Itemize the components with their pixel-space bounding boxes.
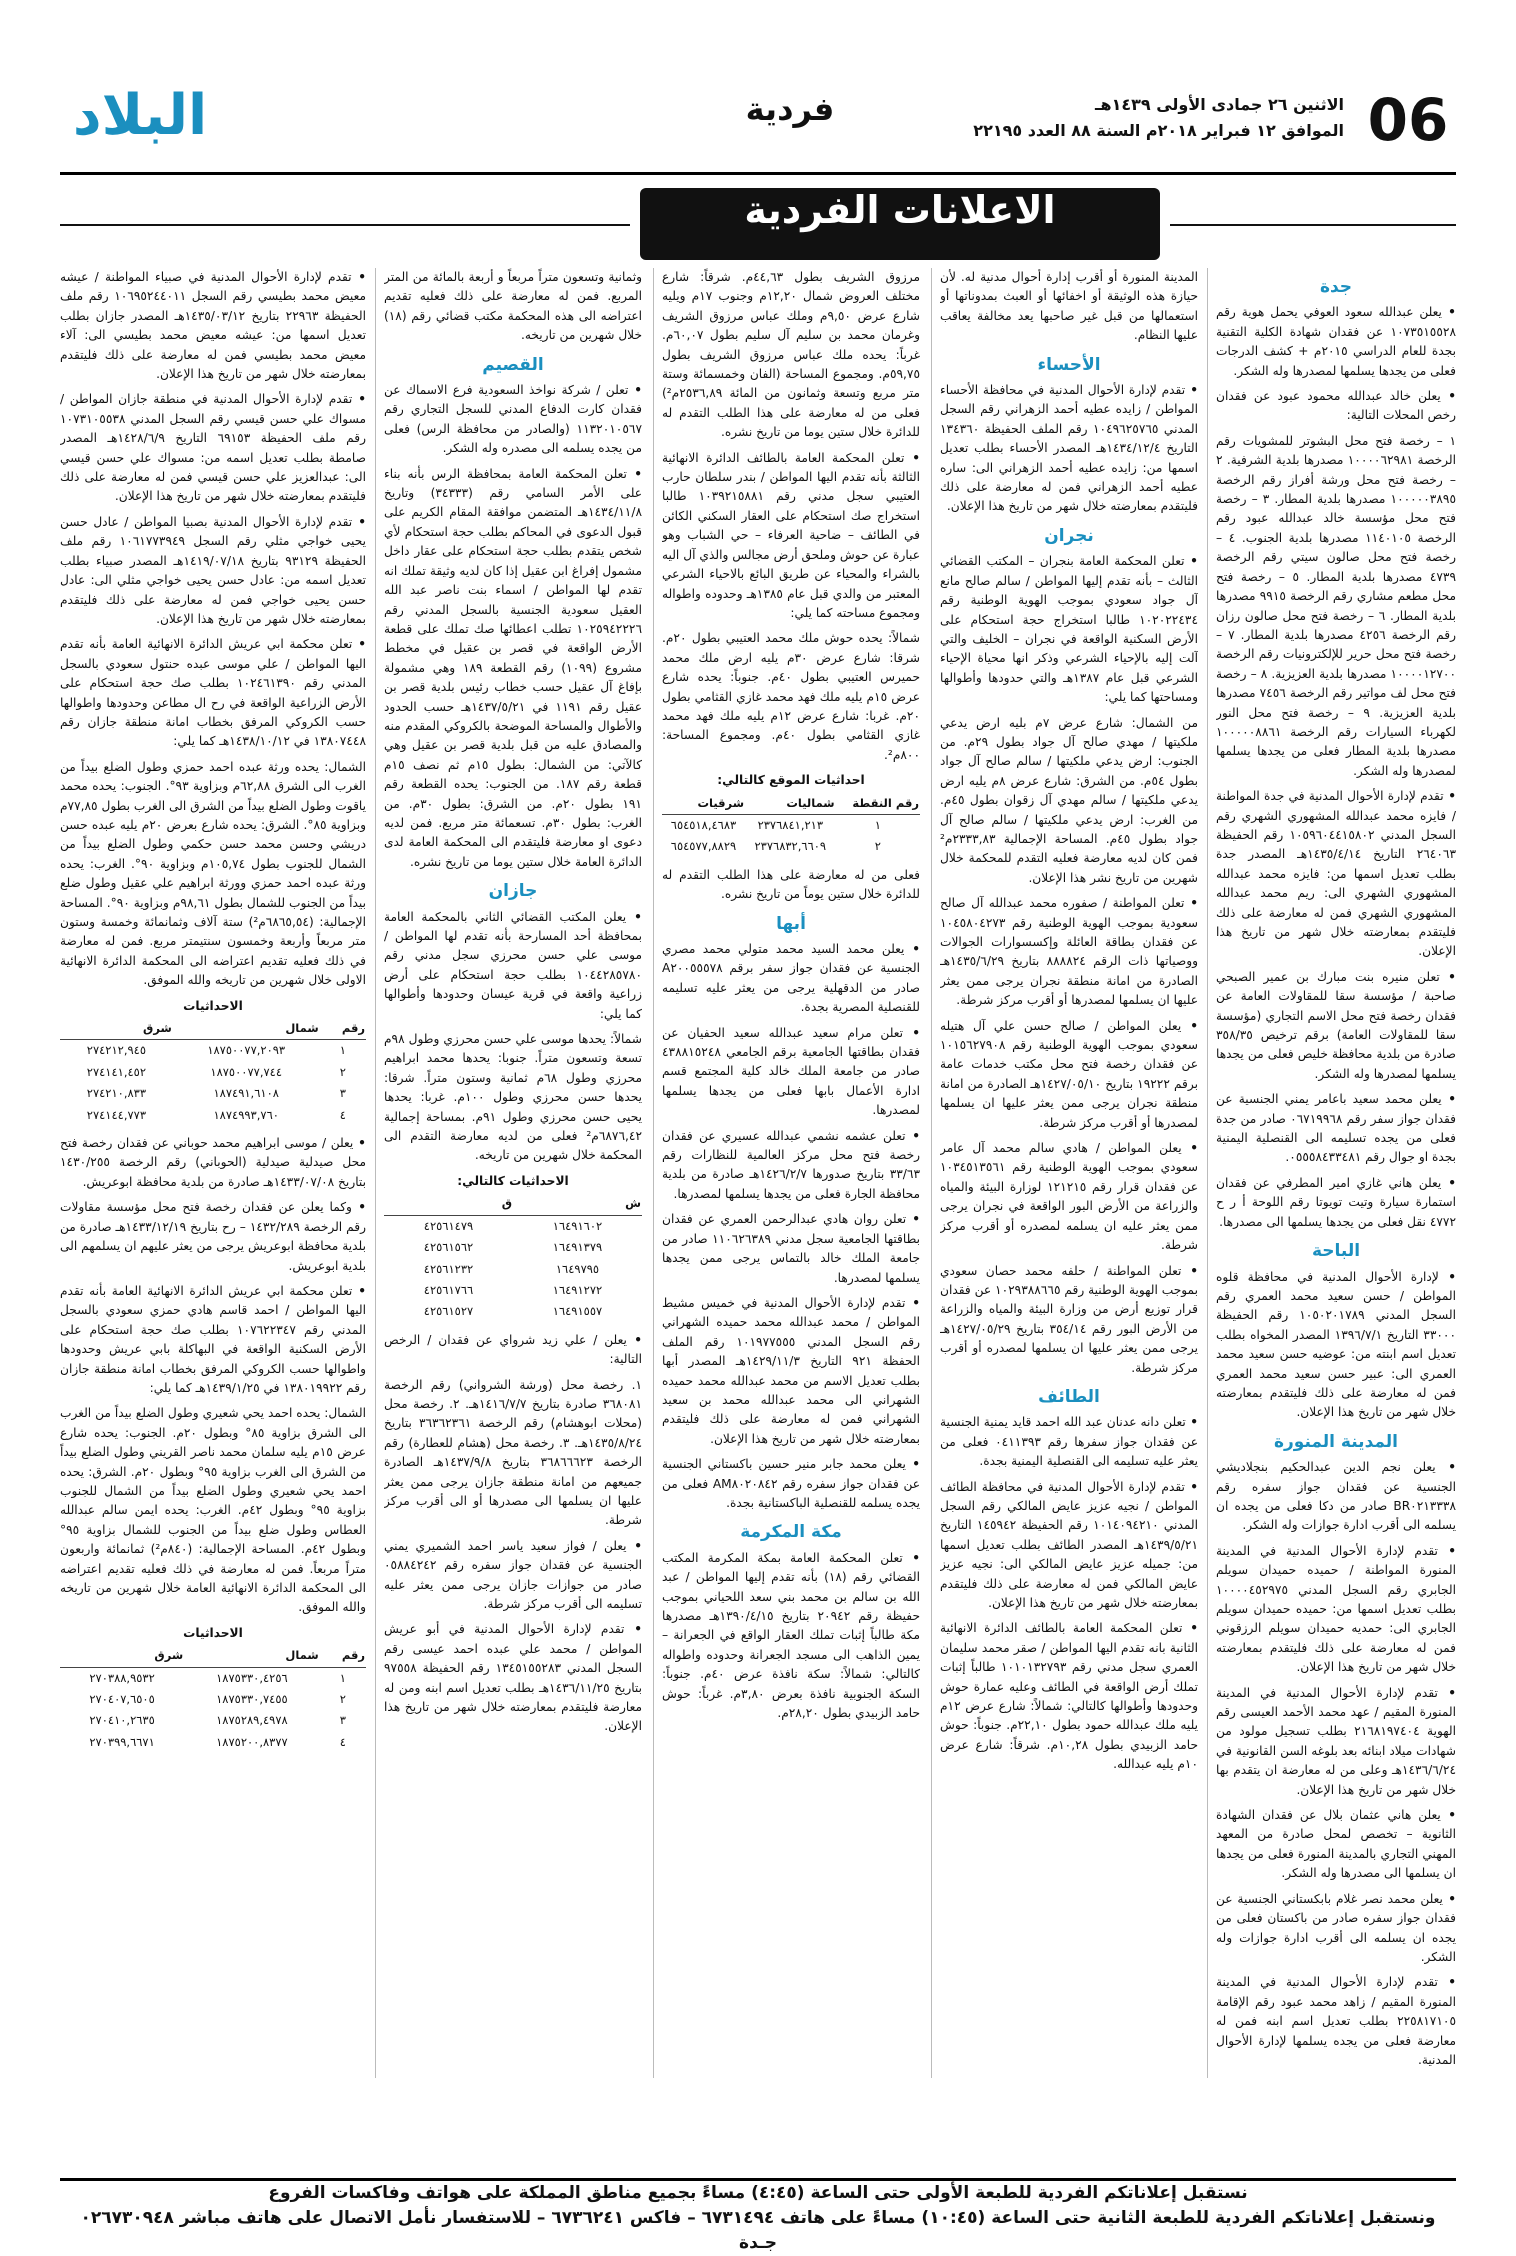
coordinates-cell: ٦٥٤٥١٨,٤٦٨٣ — [670, 817, 737, 832]
column-2 — [940, 268, 1198, 2078]
coordinates-cell: ١٨٧٥٣٣٠,٤٢٥٦ — [216, 1670, 288, 1685]
classified-ad: • تعلن المحكمة العامة بالطائف الدائرة الانهائية الثالثة بأنه تقدم اليها المواطن / بندر سلطان حارب العتيبي سجل مدني رقم ١٠٣٩٢١٥٨٨١ طالبا استخراج صك استحكام على العقار السكني الكائن في الطائف – ضاحية العرفاء – حي الشباب وهو عبارة عن حوش وملحق أرض مجالس والذي آل اليه بالشراء والمحياء عن طريق البائع بالاحياء الشرعي المعتبر من والدي قبل عام ١٣٨٥هـ وحدوده واطواله ومجموع مساحته كما يلي: — [662, 449, 920, 624]
classified-ad: • يعلن محمد نصر غلام بابكستاني الجنسية عن فقدان جواز سفره صادر من باكستان فعلى من يجده ان يسلمه الى أقرب ادارة جوازات وله الشكر. — [1216, 1890, 1456, 1968]
coordinates-cell: ١٨٧٤٩٩٣,٧٦٠ — [213, 1107, 279, 1122]
coordinates-cell: ١ — [339, 1043, 346, 1058]
coordinates-cell: ١٨٧٥٠٠٧٧,٢٠٩٣ — [207, 1043, 286, 1058]
coordinates-row — [384, 1215, 642, 1237]
coordinates-cell: ٣ — [339, 1086, 346, 1101]
classified-ad: • يعلن المواطن / صالح حسن علي آل هتيله سعودي بموجب الهوية الوطنية رقم ١٠١٥٦٢٧٩٠٨ عن فقدان رخصة فتح محل مكتب خدمات عامة برقم ١٩٢٢٢ بتاريخ ١٤٢٧/٠٥/١٠هـ الصادرة من امانة منطقة نجران يرجى ممن يعثر عليها ان يسلمها لمصدرها أو أقرب مركز شرطة. — [940, 1017, 1198, 1133]
coordinates-row — [60, 1062, 366, 1083]
classified-ad: • وكما يعلن عن فقدان رخصة فتح محل مؤسسة مقاولات رقم الرخصة ١٤٣٢/٢٨٩ – رح بتاريخ ١٤٣٣/١٢/١٩هـ صادرة من بلدية محافظة ابوعريش يرجى من يعثر عليهم ان يسلمهم الى بلدية ابوعريش. — [60, 1198, 366, 1276]
column-1 — [1216, 268, 1456, 2078]
ad-text: من الشمال: شارع عرض ٧م بليه ارض يدعي ملكيتها / مهدي صالح آل جواد بطول ٢٩م. من الجنوب: ارض يدعي ملكيتها / سالم صالح آل جواد بطول ٥٤م. من الشرق: شارع عرض ٨م يليه ارض يدعي ملكيتها / سالم مهدي آل زقوان بطول ٤٥م. من الغرب: ارض يدعي ملكيتها / سالم صالح آل جواد بطول ٤٥م. المساحة الإجمالية ٢٣٣٣,٨٣م² فمن كان لديه معارضة فعليه التقدم للمحكمة خلال شهرين من تاريخ نشر هذا الإعلان. — [940, 715, 1198, 885]
ad-text: شمالاً: يحدها موسى علي حسن محرزي وطول ٩٨م تسعة وتسعون متراً. جنوبا: يحدها محمد ابراهيم محرزي وطول ٦٨م ثمانية وستون متراً. شرقا: يحدها حسن محرزي وطول ١٠٠م. غربا: يحدها يحيى حسن محرزي وطول ٩١م. بمساحة إجمالية ٦٨٧٦,٤٢م² فعلى من لديه معارضة التقدم الى المحكمة خلال شهرين من تاريخه. — [384, 1032, 642, 1163]
classified-ad: • يعلن عبدالله سعود العوفي يحمل هوية رقم ١٠٧٣٥١٥٥٢٨ عن فقدان شهادة الكلية التقنية بجدة للعام الدراسي ٢٠١٥م + كشف الدرجات فعلى من يجدها يسلمها لمصدرها وله الشكر. — [1216, 303, 1456, 381]
coordinates-row — [662, 836, 920, 857]
coordinates-cell: ٤٢٥٦١٧٦٦ — [423, 1282, 474, 1297]
masthead — [60, 70, 1456, 165]
column-4 — [384, 268, 642, 2078]
coordinates-cell: ٢٧٠٤٠٧,٦٥٠٥ — [89, 1692, 155, 1707]
coordinates-header: شماليات — [745, 793, 836, 815]
coordinates-caption: الاحداثيات كالتالي: — [457, 1173, 569, 1188]
classified-ad: • يعلن خالد عبدالله محمود عبود عن فقدان رخص المحلات التالية: — [1216, 387, 1456, 426]
classified-ad: • يعلن هاني غازي امير المطرفي عن فقدان استمارة سيارة وتيت تويوتا رقم اللوحة أ ر ح ٤٧٧٢ نقل فعلى من يجدها يسلمها الى مصدرها. — [1216, 1174, 1456, 1232]
ad-text: المدينة المنورة أو أقرب إدارة أحوال مدنية له. لأن حيازة هذه الوثيقة أو اخفائها أو العبث بمدوناتها أو استعمالها من قبل غير صاحبها يعد مخالفة يعاقب عليها النظام. — [940, 270, 1198, 343]
coordinates-header: رقم — [320, 1645, 366, 1667]
coordinates-caption: الاحداثيات — [183, 998, 243, 1013]
coordinates-cell: ١٦٤٩٧٩٥ — [555, 1261, 600, 1276]
coordinates-cell: ٤ — [339, 1734, 346, 1749]
classified-ad: • تقدم لإدارة الأحوال المدنية في المدينة المنورة المواطنة / حميده حميدان سويلم الجابري رقم السجل المدني ١٠٠٠٠٤٥٢٩٧٥ بطلب تعديل اسمها من: حميده حميدان سويلم الجابري الى: حمديه حميدان سويلم الرزقوني فمن له معارضة على ذلك فليتقدم بمعارضته خلال شهر من تاريخ هذا الإعلان. — [1216, 1542, 1456, 1678]
city-heading: الطائف — [1038, 1386, 1100, 1407]
classified-ad: • تعلن المحكمة العامة بالطائف الدائرة الانهائية الثانية بانه تقدم اليها المواطن / صقر محمد سليمان العمري سجل مدني رقم ١٠١٠١٣٢٧٩٣ طالباً إثبات تملك أرض الواقعة في الطائف وعليه عمارة حوش وحدودها وأطوالها كالتالي: شمالاً: شارع عرض ١٢م يليه ملك عبدالله حمود بطول ٢٢,١٠م. جنوباً: حوش حامد الزبيدي بطول ١٠,٢٨م. شرقاً: شارع عرض ١٠م يليه عبدالله. — [940, 1619, 1198, 1774]
newspaper-logo: البلاد — [72, 83, 208, 148]
coordinates-header: ش — [513, 1193, 642, 1215]
classified-ad: • تعلن المواطنة / صفوره محمد عبدالله آل صالح سعودية بموجب الهوية الوطنية رقم ١٠٤٥٨٠٤٢٧٣ عن فقدان بطاقة العائلة وإكسسوارات الجوالات ووصياتها ذات الرقم ٨٨٨٨٢٤ بتاريخ ١٤٣٥/٦/٢٩هـ الصادرة من امانة منطقة نجران يرجى ممن يعثر عليها ان يسلمها لمصدرها أو أقرب مركز شرطة. — [940, 894, 1198, 1010]
column-separator — [375, 268, 376, 2078]
column-5 — [60, 268, 366, 2078]
coordinates-caption: احداثيات الموقع كالتالي: — [717, 773, 865, 788]
city-heading: المدينة المنورة — [1273, 1431, 1398, 1452]
coordinates-table — [60, 1645, 366, 1753]
classifieds-banner: الاعلانات الفردية — [640, 188, 1160, 260]
classified-ad: • تقدم لإدارة الأحوال المدنية في خميس مشيط المواطن / محمد عبدالله محمد حميده الشهراني رقم السجل المدني ١٠١٩٧٧٥٥٥ رقم الملف الحفظة ٩٢١ التاريخ ١٤٢٩/١١/٣هـ المصدر أبها بطلب تعديل الاسم من محمد عبدالله محمد حميده الشهراني الى محمد عبدالله محمد بن سعيد الشهراني فمن له معارضة على ذلك فليتقدم بمعارضته خلال شهر من تاريخ هذا الإعلان. — [662, 1294, 920, 1449]
coordinates-cell: ٦٥٤٥٧٧,٨٨٢٩ — [670, 839, 737, 854]
classified-ad: • يعلن نجم الدين عبدالحكيم بنجلاديشي الجنسية عن فقدان جواز سفره رقم BR٠٢١٣٣٣٨ صادر من دكا فعلى من يجده ان يسلمه الى أقرب ادارة جوازات وله الشكر. — [1216, 1458, 1456, 1536]
footer-line-1: نستقبل إعلاناتكم الفردية للطبعة الأولى حتى الساعة (٤:٤٥) مساءً بجميع مناطق المملكة على هواتف وفاكسات الفروع — [268, 2183, 1248, 2203]
coordinates-cell: ٤٢٥٦١٥٢٧ — [423, 1304, 474, 1319]
ad-text: وثمانية وتسعون متراً مربعاً و أربعة بالمائة من المتر المربع. فمن له معارضة على ذلك فعليه تقديم اعتراضه الى هذه المحكمة مكتب قضائي رقم (١٨) خلال شهرين من تاريخه. — [384, 270, 642, 343]
coordinates-cell: ١٨٧٤٩١,٦١٠٨ — [213, 1086, 279, 1101]
coordinates-cell: ١ — [874, 817, 881, 832]
footer — [60, 2178, 1456, 2253]
coordinates-row — [662, 814, 920, 836]
classified-ad: • تقدم لإدارة الأحوال المدنية في منطقة جازان المواطن / مسواك علي حسن قيسي رقم السجل المدني ١٠٧٣١٠٥٥٣٨ رقم ملف الحفيظة ٦٩١٥٣ التاريخ ١٤٢٨/٦/٩هـ المصدر صامطة بطلب تعديل اسمه من: مسواك علي حسن قيسي الى: عبدالعزيز علي حسن قيسي فمن له معارضة على ذلك فليتقدم بمعارضته خلال شهر من تاريخ هذا الإعلان. — [60, 390, 366, 506]
column-separator — [1207, 268, 1208, 2078]
coordinates-header: شرق — [60, 1645, 184, 1667]
coordinates-table — [60, 1018, 366, 1126]
page-number: 06 — [1367, 86, 1449, 154]
coordinates-cell: ٢٣٧٦٨٤١,٢١٣ — [757, 817, 824, 832]
city-heading: مكة المكرمة — [740, 1522, 842, 1543]
coordinates-cell: ٢٧٠٤١٠,٢٦٣٥ — [89, 1713, 155, 1728]
coordinates-row — [60, 1040, 366, 1062]
city-heading: جازان — [488, 881, 538, 902]
header-rule — [60, 172, 1456, 175]
coordinates-cell: ٣ — [339, 1713, 346, 1728]
coordinates-cell: ٢٣٧٦٨٣٢,٦٦٠٩ — [754, 839, 827, 854]
classified-ad: • تعلن / شركة نواخذ السعودية فرع الاسماك عن فقدان كارت الدفاع المدني للسجل التجاري رقم ١١٣٢٠١٠٥٦٧ (والصادر من محافظة الرس) فعلى من يجده يسلمه الى مصدره وله الشكر. — [384, 381, 642, 459]
coordinates-cell: ١٦٤٩١٣٧٩ — [552, 1240, 603, 1255]
city-heading: نجران — [1044, 525, 1094, 546]
coordinates-cell: ١٨٧٥٣٣٠,٧٤٥٥ — [216, 1692, 288, 1707]
coordinates-cell: ١٦٤٩١٥٥٧ — [552, 1304, 603, 1319]
date-hijri: الاثنين ٢٦ جمادى الأولى ١٤٣٩هـ — [1095, 95, 1344, 114]
coordinates-header: شرقيات — [662, 793, 745, 815]
coordinates-header: رقم النقطة — [836, 793, 920, 815]
classified-ad: • تعلن منيره بنت مبارك بن عمير الصبحي صاحبة / مؤسسة سقا للمقاولات العامة عن فقدان رخصة فتح محل الاسم التجاري (مؤسسة سقا للمقاولات العامة) برقم ترخيص ٣٥٨/٣٥ صادرة من بلدية محافظة خليص فعلى من يجدها يسلمها لمصدرها وله الشكر. — [1216, 968, 1456, 1084]
coordinates-cell: ٤٢٥٦١٢٣٢ — [423, 1261, 474, 1276]
classified-ad: • تعلن مرام سعيد عبدالله سعيد الحفيان عن فقدان بطاقتها الجامعية برقم الجامعي ٤٣٨٨١٥٢٤٨ صادر من جامعة الملك خالد كلية المجتمع قسم ادارة الأعمال بابها فعلى من يجدها يسلمها لمصدرها. — [662, 1024, 920, 1121]
classified-ad: • تعلن محكمة ابي عريش الدائرة الانهائية العامة بأنه تقدم اليها المواطن / احمد قاسم هادي حمزي سعودي بالسجل المدني رقم ١٠٧٦٢٢٣٤٧ بطلب صك حجة استحكام على الأرض السكنية الواقعة في البهاكلة بابي عريش وحدودها واطوالها حسب الكروكي المرفق بخطاب امانة منطقة جازان رقم ١٣٨٠١٩٩٢٢ في ١٤٣٩/١/٢٥هـ كما يلي: — [60, 1282, 366, 1398]
classified-ad: • تقدم لإدارة الأحوال المدنية بصبيا المواطن / عادل حسن يحيى خواجي مثلي رقم السجل ١٠٦١٧٧٣٩٤٩ رقم ملف الحفيظة ٩٣١٢٩ بتاريخ ١٤١٩/٠٧/١٨هـ المصدر صبياء بطلب تعديل اسمه من: عادل حسن يحيى خواجي مثلي الى: عادل حسن يحيى خواجي فمن له معارضة على ذلك فليتقدم بمعارضته خلال شهر من تاريخ هذا الإعلان. — [60, 513, 366, 629]
classified-ad: • تعلن المحكمة العامة بمكة المكرمة المكتب القضائي رقم (١٨) بأنه تقدم إليها المواطن / عبد الله بن سالم بن محمد بني سعد اللحياني بموجب حفيظة رقم ٢٠٩٤٢ بتاريخ ١٣٩٠/٤/١٥هـ مصدرها مكة طالباً إثبات تملك العقار الواقع في الجعرانة – يمين الذاهب الى مسجد الجعرانة وحدوده واطواله كالتالي: شمالاً: سكة نافذة عرض ٤٠م. جنوباً: السكة الجنوبية نافذة بعرض ٣,٨٠م. غرباً: حوش حامد الزبيدي بطول ٢٨,٢٠م. — [662, 1549, 920, 1724]
coordinates-header: شرق — [60, 1018, 173, 1040]
coordinates-row — [60, 1667, 366, 1689]
classified-ad: • يعلن / فواز سعيد ياسر احمد الشميري يمني الجنسية عن فقدان جواز سفره رقم ٠٥٨٨٤٢٤٢ صادر من جوازات جازان يرجى ممن يعثر عليه تسليمه الى أقرب مركز شرطة. — [384, 1537, 642, 1615]
coordinates-cell: ١٦٤٩١٦٠٢ — [552, 1218, 603, 1233]
classified-ad: • يعلن المواطن / هادي سالم محمد آل عامر سعودي بموجب الهوية الوطنية رقم ١٠٣٤٥١٣٥٦١ عن فقدان قرار رقم ١٢١٢١٥ لوزارة البيئة والمياه والزراعة من الأرض البور الواقعة في نجران يرجى ممن يعثر عليه ان يسلمه لمصدره أو أقرب مركز شرطة. — [940, 1139, 1198, 1255]
ad-text: الشمال: يحده ورثة عبده احمد حمزي وطول الضلع بيداً من الغرب الى الشرق ٦٢,٨٨م وبزاوية ٩٣°. الجنوب: يحده محمد ياقوت وطول الضلع بيداً من الشرق الى الغرب بطول ٧٧,٨٥م وبزاوية ٨٥°. الشرق: يحده شارع بعرض ٢٠م يليه عبده حسن دريشي وحسن محمد حسن حكمي وطول الضلع بيداً من الشمال للجنوب بطول ١٠٥,٧٤م وبزاوية ٩٠°. الغرب: يحده ورثة عبده احمد حمزي وورثة ابراهيم علي عقيل وطول ضلع بيداً من الجنوب للشمال بطول ٩٨,٦١م وبزاوية ٩٠°. المساحة الإجمالية: (٦٨٦٥,٥٤م²) ستة آلاف وثمانمائة وخمسة وستون متر مربعاً وأربعة وخمسون سنتيمتر مربع. فمن له معارضة في ذلك فعليه تقديم اعتراضه الى المحكمة الدائرة الانهائية الاولى خلال شهرين من تاريخه والله الموفق. — [60, 759, 366, 988]
coordinates-cell: ٢٧٠٣٩٩,٦٦٧١ — [89, 1734, 155, 1749]
coordinates-row — [384, 1280, 642, 1301]
coordinates-cell: ١ — [339, 1670, 346, 1685]
banner-rule-right — [1170, 224, 1456, 226]
city-heading: أبها — [776, 913, 806, 934]
classified-ad: • تقدم لإدارة الأحوال المدنية في المدينة المنورة المقيم / عهد محمد الأحمد العيسى رقم الهوية ٢١٦٨١٩٧٤٠٤ بطلب تسجيل مولود من شهادات ميلاد ابنائه بعد بلوغه السن القانونية في ١٤٣٦/٦/٢٤هـ وعلى من له معارضة ان يتقدم بها خلال شهر من تاريخ هذا الإعلان. — [1216, 1684, 1456, 1800]
classified-ad: • تقدم لإدارة الأحوال المدنية في أبو عريش المواطن / محمد علي عبده احمد عيسى رقم السجل المدني ١٣٤٥١٥٥٢٨٣ رقم الحفيظة ٩٧٥٥٨ بتاريخ ١٤٣٦/١١/٢٥هـ بطلب تعديل اسم ابنه ومن له معارضة فليتقدم بمعارضته خلال شهر من تاريخ هذا الإعلان. — [384, 1620, 642, 1736]
classified-ad: • تعلن المحكمة العامة بمحافظة الرس بأنه بناء على الأمر السامي رقم (٣٤٣٣٣) وتاريخ ١٤٣٤/١١/٨هـ المتضمن موافقة المقام الكريم على قبول الدعوى في المحاكم بطلب حجة استحكام لأي شخص يتقدم بطلب حجة استحكام على عقار داخل مشمول إفراغ ابن عقيل إذا كان لديه وثيقة تملك انه تقدم لها المواطن / اسماء بنت ناصر عبد الله العقيل سعودية الجنسية بالسجل المدني رقم ١٠٢٥٩٤٢٢٢٦ تطلب اعطائها صك تملك على قطعة الأرض الواقعة في قصر بن عقيل في مخطط مشروع (١٠٩٩) رقم القطعة ١٨٩ وهي مشمولة بإفاغ آل عقيل حسب خطاب رئيس بلدية قصر بن عقيل رقم ١١٩١ في ١٤٣٧/٥/٢١هـ حسب الحدود والأطوال والمساحة الموضحة بالكروكي المقدم منه والمصادق عليه من قبل بلدية قصر بن عقيل وهي كالآتي: من الشمال: بطول ١٥م ثم نصف ١٥م قطعة رقم ١٨٧. من الجنوب: يحده القطعة رقم ١٩١ بطول ٢٠م. من الشرق: بطول ٣٠م. من الغرب: بطول ٣٠م. تسعمائة متر مربع. فمن لديه دعوى او معارضة فليتقدم الى المحكمة العامة لدى الدائرة العامة خلال ستين يوما من تاريخ نشره. — [384, 465, 642, 873]
classified-ad: • تعلن روان هادي عبدالرحمن العمري عن فقدان بطاقتها الجامعية سجل مدني ١١٠٦٢٦٣٨٩ صادر من جامعة الملك خالد بالتماس يرجى ممن يجدها يسلمها لمصدرها. — [662, 1210, 920, 1288]
classified-ad: • تقدم لإدارة الأحوال المدنية في المدينة المنورة المقيم / زاهد محمد عبود رقم الإقامة ٢٢٥٨١٧١٠٥ بطلب تعديل اسم ابنه فمن له معارضة فعلى من يجده يسلمها لإدارة الأحوال المدنية. — [1216, 1973, 1456, 2070]
ad-text: ١. رخصة محل (ورشة الشرواني) رقم الرخصة ٣٦٨٠٨١ صادرة بتاريخ ١٤١٦/٧/٧هـ. ٢. رخصة محل (محلات ابوهشام) رقم الرخصة ٣٦٣٦٢٣٦١ بتاريخ ١٤٣٥/٨/٢٤هـ. ٣. رخصة محل (هشام للعطارة) رقم الرخصة ٣٦٨٦٦٦٢٣ بتاريخ ١٤٣٧/٩/٨هـ الصادرة جميعهم من امانة منطقة جازان يرجى ممن يعثر عليها ان يسلمها الى مصدرها أو الى أقرب مركز شرطة. — [384, 1377, 642, 1528]
coordinates-header: رقم — [320, 1018, 366, 1040]
coordinates-cell: ٢٧٤٢١٠,٨٣٣ — [86, 1086, 147, 1101]
classified-ad: • تقدم لإدارة الأحوال المدنية في محافظة الأحساء المواطن / زايده عطيه أحمد الزهراني رقم السجل المدني ١٠٤٩٦٢٥٧٦٥ رقم الملف الحفيظة ١٣٤٣٦٠ التاريخ ١٤٣٤/١٢/٤هـ المصدر الأحساء بطلب تعديل اسمها من: زايده عطيه أحمد الزهراني الى: ساره عطيه أحمد الزهراني فمن له معارضة على ذلك فليتقدم بمعارضته خلال شهر من تاريخ هذا الإعلان. — [940, 381, 1198, 517]
classified-ad: • تقدم لإدارة الأحوال المدنية في جدة المواطنة / فايزه محمد عبدالله المشهوري الشهري رقم السجل المدني ١٠٥٩٦٠٤٤١٥٨٠٢ رقم الحفيظة ٢٦٤٠٦٣ التاريخ ١٤٣٥/٤/١٤هـ المصدر جدة بطلب تعديل اسمها من: فايزه محمد عبدالله المشهوري الشهري الى: ريم محمد عبدالله المشهوري الشهري فمن له معارضة على ذلك فليتقدم بمعارضته خلال شهر من تاريخ هذا الإعلان. — [1216, 787, 1456, 962]
classified-ad: • يعلن / موسى ابراهيم محمد حوباني عن فقدان رخصة فتح محل صيدلية صيدلية (الحوباني) رقم الرخصة ١٤٣٠/٢٥٥ بتاريخ ١٤٣٣/٠٧/٠٨هـ صادرة من بلدية محافظة ابوعريش. — [60, 1134, 366, 1192]
classified-ad: • تعلن محكمة ابي عريش الدائرة الانهائية العامة بأنه تقدم اليها المواطن / علي موسى عبده حنتول سعودي بالسجل المدني رقم ١٠٢٤٦١٣٩٠ بطلب صك حجة استحكام على الأرض الزراعية الواقعة في رح ال مطاعن وحدودها واطوالها حسب الكروكي المرفق بخطاب امانة منطقة جازان رقم ١٣٨٠٧٤٤٨ في ١٤٣٨/١٠/١٢هـ كما يلي: — [60, 635, 366, 751]
coordinates-cell: ٢٧٤١٤٤,٧٧٣ — [86, 1107, 147, 1122]
coordinates-row — [384, 1301, 642, 1322]
classified-ad: • يعلن / علي زيد شرواي عن فقدان / الرخص التالية: — [384, 1331, 642, 1370]
coordinates-row — [384, 1237, 642, 1258]
column-separator — [653, 268, 654, 2078]
coordinates-cell: ١٨٧٥٢٠٠,٨٣٧٧ — [216, 1734, 288, 1749]
coordinates-row — [60, 1710, 366, 1731]
coordinates-header: شمال — [184, 1645, 320, 1667]
classified-ad: • يعلن محمد السيد محمد متولي محمد مصري الجنسية عن فقدان جواز سفر برقم A٢٠٠٥٥٥٧٨ صادر من الدقهلية يرجى من يعثر عليه تسليمه للقنصلية المصرية بجدة. — [662, 940, 920, 1018]
coordinates-cell: ٢ — [339, 1692, 346, 1707]
coordinates-cell: ٤٢٥٦١٥٦٢ — [423, 1240, 474, 1255]
coordinates-row — [384, 1259, 642, 1280]
coordinates-cell: ١٦٤٩١٢٧٢ — [552, 1282, 603, 1297]
classified-ad: • لإدارة الأحوال المدنية في محافظة قلوه المواطن / حسن سعيد محمد العمري رقم السجل المدني ١٠٥٠٢٠١٧٨٩ رقم الحفيظة ٣٣٠٠٠ التاريخ ١٣٩٦/٧/١ المصدر المخواه بطلب تعديل اسم ابنته من: عوضيه حسن سعيد محمد العمري الى: عبير حسن سعيد محمد العمري فمن له معارضة على ذلك فليتقدم بمعارضته خلال شهر من تاريخ هذا الإعلان. — [1216, 1268, 1456, 1423]
section-title: فردية — [745, 90, 835, 128]
city-heading: الباحة — [1311, 1241, 1361, 1262]
classified-ad: • تعلن عشمه نشمي عبدالله عسيري عن فقدان رخصة فتح محل مركز العالمية للنظارات رقم ٣٣/٦٣ بتاريخ صدورها ١٤٢٦/٢/٧هـ صادرة من بلدية محافظة الجارة فعلى من يجدها يسلمها لمصدرها. — [662, 1127, 920, 1205]
classified-ad: • تقدم لإدارة الأحوال المدنية في صبياء المواطنة / عيشه معيض محمد بطيسي رقم السجل ١٠٦٩٥٢٤٤٠١١ رقم ملف الحفيظة ٢٢٩٦٣ بتاريخ ١٤٣٥/٠٣/١٢هـ المصدر جازان بطلب تعديل اسمها من: عيشه معيض محمد بطيسي الى: آلاء معيض محمد بطيسي فمن له معارضة على ذلك فليتقدم بمعارضته خلال شهر من تاريخ هذا الإعلان. — [60, 268, 366, 384]
coordinates-cell: ١٨٧٥٢٨٩,٤٩٧٨ — [216, 1713, 288, 1728]
coordinates-cell: ٢٧٤٢١٢,٩٤٥ — [86, 1043, 147, 1058]
coordinates-cell: ١٨٧٥٠٠٧٧,٧٤٤ — [210, 1064, 283, 1079]
classified-ad: • تعلن دانه عدنان عبد الله احمد قايد يمنية الجنسية عن فقدان جواز سفرها رقم ٠٤١١٣٩٣ فعلى من يعثر عليه تسليمه الى القنصلية اليمنية بجدة. — [940, 1413, 1198, 1471]
column-3 — [662, 268, 920, 2078]
classified-ad: • تقدم لإدارة الأحوال المدنية في محافظة الطائف المواطن / نجيه عزيز عايض المالكي رقم السجل المدني ١٠١٤٠٩٤٢١٠ رقم الحفيظة ١٤٥٩٤٢ التاريخ ١٤٣٩/٥/٢١هـ المصدر الطائف بطلب تعديل اسمها من: جميله عزيز عايض المالكي الى: نجيه عزيز عايض المالكي فمن له معارضة على ذلك فليتقدم بمعارضته خلال شهر من تاريخ هذا الإعلان. — [940, 1478, 1198, 1614]
coordinates-table — [384, 1193, 642, 1322]
classified-ad: • تعلن المحكمة العامة بنجران – المكتب القضائي الثالث – بأنه تقدم إليها المواطن / سالم صالح مانع آل جواد سعودي بموجب الهوية الوطنية رقم ١٠٢٠٢٢٤٣٤ طالبا استخراج حجة استحكام على الأرض السكنية الواقعة في نجران – الخليف والتي آلت إليه بالإحياء الشرعي وذكر انها محياة الإحياء الشرعي قبل عام ١٣٨٧هـ والتي حدودها وأطوالها ومساحتها كما يلي: — [940, 552, 1198, 707]
classified-ad: • يعلن محمد سعيد باعامر يمني الجنسية عن فقدان جواز سفر رقم ٠٦٧١٩٩٦٨ صادر من جدة فعلى من يجده تسليمه الى القنصلية اليمنية بجدة او جوال رقم ٠٥٥٥٨٤٣٣٤٨١. — [1216, 1090, 1456, 1168]
coordinates-header: شمال — [173, 1018, 320, 1040]
coordinates-cell: ٢ — [339, 1064, 346, 1079]
coordinates-row — [60, 1105, 366, 1126]
coordinates-caption: الاحداثيات — [183, 1625, 243, 1640]
ad-text: مرزوق الشريف بطول ٤٤,٦٣م. شرقاً: شارع مختلف العروض شمال ١٢,٢٠م وجنوب ١٧م ويليه شارع عرض ٩,٥٠م وملك عباس مرزوق الشريف وغرمان محمد بن سليم آل سليم بطول ٦٠,٠٧م. غرباً: يحده ملك عباس مرزوق الشريف بطول ٥٩,٧٥م. ومجموع المساحة (الفان وخمسمائة وستة متر مربع وتسعة وثمانون من المائة ٢٥٣٦,٨٩م²) فعلى من له معارضة على هذا الطلب التقدم له للدائرة خلال ستين يوما من تاريخ نشره. — [662, 270, 920, 440]
ad-text: الشمال: يحده احمد يحي شعيري وطول الضلع بيداً من الغرب الى الشرق بزاوية ٨٥° وبطول ٢٠م. الجنوب: يحده شارع عرض ١٥م يليه سلمان محمد ناصر القريني وطول الضلع بيداً من الشرق الى الغرب بزاوية ٩٥° وبطول ٢٠م. الشرق: يحده احمد يحي شعيري وطول الضلع بيداً من الشمال للجنوب بزاوية ٩٥° وبطول ٤٢م. الغرب: يحده ايمن سالم عبدالله العطاس وطول ضلع بيداً من الجنوب للشمال بزاوية ٩٥° وبطول ٤٢م. المساحة الإجمالية: (٨٤٠م²) ثمانمائة واربعون متراً مربعاً. فمن له معارضة في ذلك فعليه تقديم اعتراضه الى المحكمة الدائرة الانهائية العامة خلال شهرين من تاريخه والله الموفق. — [60, 1406, 366, 1615]
date-gregorian: الموافق ١٢ فبراير ٢٠١٨م السنة ٨٨ العدد ٢٢١٩٥ — [973, 121, 1344, 140]
city-heading: جدة — [1319, 277, 1353, 297]
coordinates-row — [60, 1083, 366, 1104]
coordinates-cell: ٢٧٤١٤١,٤٥٢ — [86, 1064, 147, 1079]
ad-text: ١ – رخصة فتح محل البشوتر للمشويات رقم الرخصة ١٠٠٠٠٦٢٩٨١ مصدرها بلدية الشرفية. ٢ – رخصة فتح محل ورشة أفراز رقم الرخصة ١٠٠٠٠٠٣٨٩٥ مصدرها بلدية المطار. ٣ – رخصة فتح محل مؤسسة خالد عبدالله عبود رقم الرخصة ١١٤٠١٠٥ مصدرها بلدية الجنوب. ٤ – رخصة فتح محل صالون سيتي رقم الرخصة ٤٧٣٩ مصدرها بلدية المطار. ٥ – رخصة فتح محل مطعم مشاري رقم الرخصة ٩٩١٥ مصدرها بلدية المطار. ٦ – رخصة فتح محل صالون رزان رقم الرخصة ٤٢٥٦ مصدرها بلدية المطار. ٧ – رخصة فتح محل حرير للإلكترونيات رقم الرخصة ١٠٠٠٠١٢٧٠٠ مصدرها بلدية العزيزية. ٨ – رخصة فتح محل لف مواتير رقم الرخصة ٧٤٥٦ مصدرها بلدية العزيزية. ٩ – رخصة فتح محل النور لكهرباء السيارات رقم الرخصة ١٠٠٠٠٠٨٨٦١ مصدرها بلدية المطار فعلى من يجدها يسلمها لمصدرها وله الشكر. — [1216, 433, 1456, 778]
city-heading: القصيم — [482, 354, 544, 375]
coordinates-cell: ٢ — [874, 839, 881, 854]
coordinates-row — [60, 1689, 366, 1710]
classified-ad: • يعلن محمد جابر منير حسين باكستاني الجنسية عن فقدان جواز سفره رقم AM٨٠٢٠٨٤٢ فعلى من يجده يسلمه للقنصلية الباكستانية بجدة. — [662, 1455, 920, 1513]
footer-line-2: ونستقبل إعلاناتكم الفردية للطبعة الثانية حتى الساعة (١٠:٤٥) مساءً على هاتف ٦٧٣١٤٩٤ – فاكس ٦٧٣٦٢٤١ – للاستفسار نأمل الاتصال على هاتف مباشر ٠٢٦٧٣٠٩٤٨ جـدة — [80, 2208, 1436, 2253]
classified-ad: • يعلن المكتب القضائي الثاني بالمحكمة العامة بمحافظة أحد المسارحة بأنه تقدم لها المواطن / موسى علي حسن محرزي سجل مدني رقم ١٠٤٤٢٨٥٧٨٠ بطلب حجة استحكام على أرض زراعية واقعة في قرية عيسان وحدودها وأطوالها كما يلي: — [384, 908, 642, 1024]
coordinates-cell: ٢٧٠٣٨٨,٩٥٣٢ — [89, 1670, 155, 1685]
ad-text: فعلى من له معارضة على هذا الطلب التقدم له للدائرة خلال ستين يوماً من تاريخ نشره. — [662, 867, 920, 902]
column-separator — [931, 268, 932, 2078]
ad-text: شمالاً: يحده حوش ملك محمد العتيبي بطول ٢٠م. شرقا: شارع عرض ٣٠م يليه ارض ملك محمد حميرس العتيبي بطول ٤٠م. جنوباً: يحده شارع عرض ١٥م يليه ملك فهد محمد غازي القثامي بطول ٢٠م. غربا: شارع عرض ١٢م يليه ملك فهد محمد غازي القثامي بطول ٤٠م. ومجموع المساحة: ٨٠٠م². — [662, 631, 920, 762]
coordinates-header: ق — [384, 1193, 513, 1215]
coordinates-row — [60, 1732, 366, 1753]
coordinates-cell: ٤٢٥٦١٤٧٩ — [423, 1218, 474, 1233]
city-heading: الأحساء — [1037, 354, 1101, 375]
date-block — [973, 92, 1344, 144]
coordinates-cell: ٤ — [339, 1107, 346, 1122]
banner-rule-left — [60, 224, 630, 226]
classified-ad: • تعلن المواطنة / حلفه محمد حصان سعودي بموجب الهوية الوطنية رقم ١٠٢٩٣٨٨٦٦٥ عن فقدان قرار توزيع أرض من وزارة البيئة والمياه والزراعة من الأرض البور رقم ٣٥٤/١٤ بتاريخ ١٤٢٧/٠٥/٢٩هـ يرجى ممن يعثر عليها ان يسلمها لمصدره أو أقرب مركز شرطة. — [940, 1262, 1198, 1378]
coordinates-table — [662, 793, 920, 858]
classified-ad: • يعلن هاني عثمان بلال عن فقدان الشهادة الثانوية – تخصص لمحل صادرة من المعهد المهني التجاري بالمدينة المنورة فعلى من يجدها ان يسلمها الى مصدرها وله الشكر. — [1216, 1806, 1456, 1884]
